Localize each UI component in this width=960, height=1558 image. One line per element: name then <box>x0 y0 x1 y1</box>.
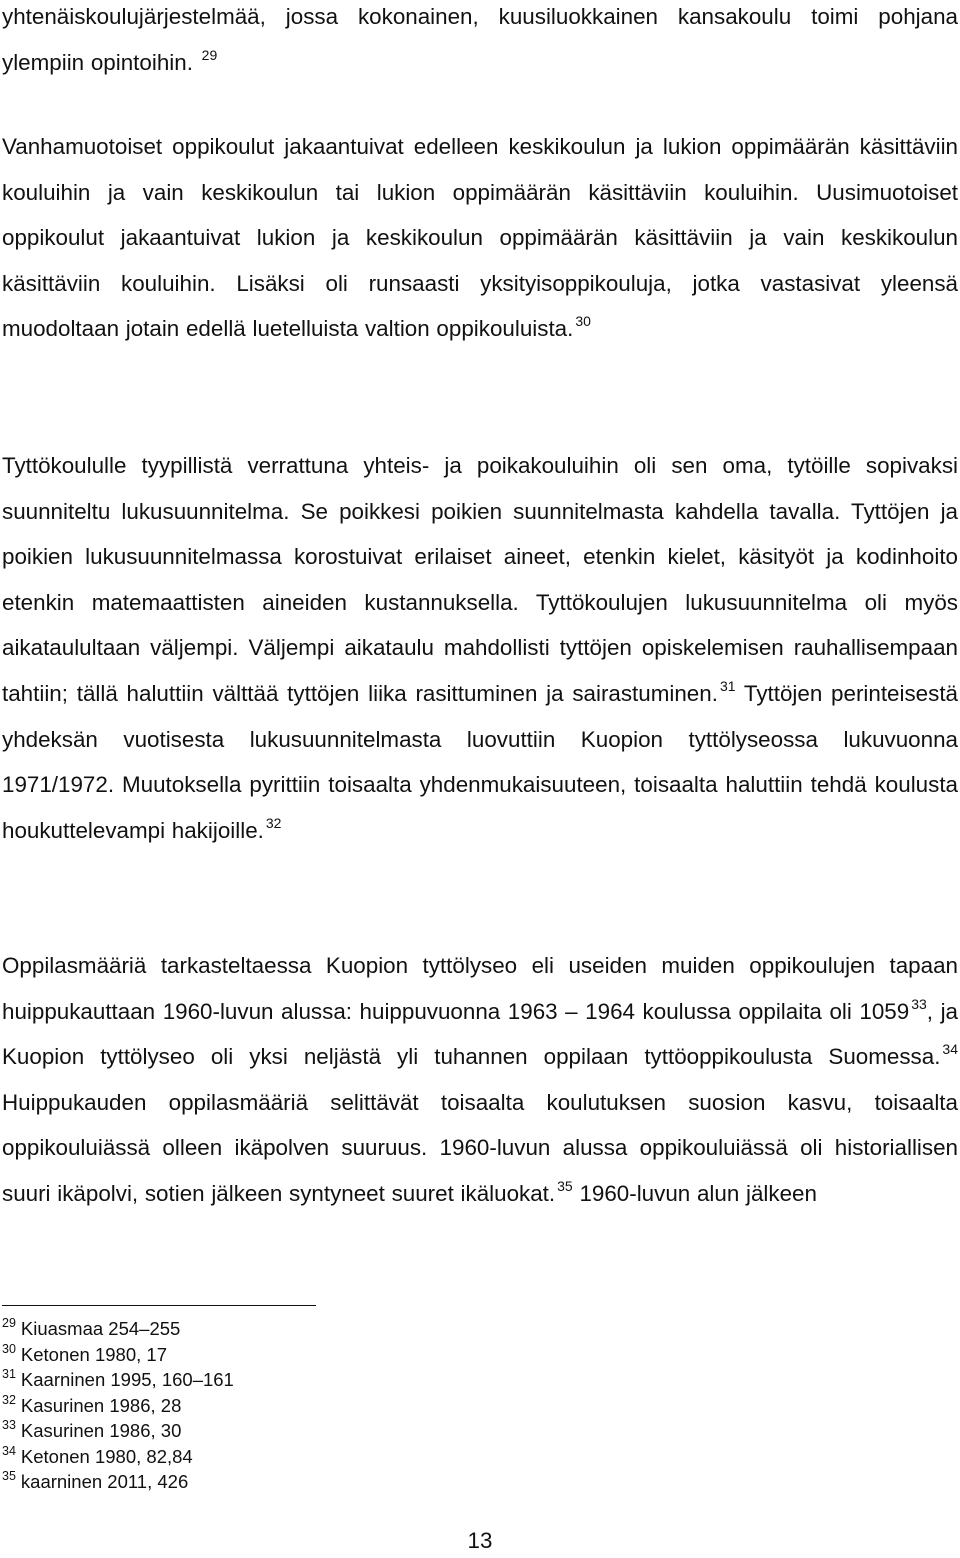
footnote-ref-33: 33 <box>911 995 927 1012</box>
paragraph-3-text-b: Tyttöjen perinteisestä yhdeksän vuotisesta lukusuunnitelmasta luovuttiin Kuopion tyttölyseossa lukuvuonna 1971/1972. Muutoksella pyrittiin toisaalta yhdenmukaisuuteen, toisaalta haluttiin tehdä koulusta houkuttelevampi hakijoille. <box>2 680 958 843</box>
paragraph-1-text: yhtenäiskoulujärjestelmää, jossa kokonainen, kuusiluokkainen kansakoulu toimi pohjana ylempiin opintoihin. <box>2 4 958 75</box>
paragraph-2-text: Vanhamuotoiset oppikoulut jakaantuivat edelleen keskikoulun ja lukion oppimäärän käsittäviin kouluihin ja vain keskikoulun tai lukion oppimäärän käsittäviin kouluihin. Uusimuotoiset oppikoulut jakaantuivat lukion ja keskikoulun oppimäärän käsittäviin ja vain keskikoulun käsittäviin kouluihin. Lisäksi oli runsaasti yksityisoppikouluja, jotka vastasivat yleensä muodoltaan jotain edellä luetelluista valtion oppikouluista. <box>2 134 958 342</box>
footnote-ref-35: 35 <box>557 1177 573 1194</box>
footnote-number: 29 <box>2 1316 16 1330</box>
footnote-text: Kasurinen 1986, 30 <box>20 1420 182 1441</box>
footnote-ref-34: 34 <box>942 1041 958 1058</box>
footnote-ref-32: 32 <box>265 814 282 831</box>
paragraph-1 <box>2 0 958 85</box>
footnote-text: Ketonen 1980, 17 <box>20 1343 167 1365</box>
paragraph-3 <box>2 443 958 853</box>
paragraph-4-text-d: 1960-luvun alun jälkeen <box>579 1180 817 1206</box>
footnote-item <box>2 1316 602 1342</box>
footnote-item <box>2 1418 602 1444</box>
footnote-ref-30: 30 <box>575 313 591 330</box>
footnote-item <box>2 1444 602 1470</box>
footnote-text: Ketonen 1980, 82,84 <box>20 1445 193 1467</box>
footnote-number: 35 <box>2 1469 16 1483</box>
footnote-number: 33 <box>2 1418 16 1432</box>
paragraph-3-text-a: Tyttökoululle tyypillistä verrattuna yhteis- ja poikakouluihin oli sen oma, tytöille sopivaksi suunniteltu lukusuunnitelma. Se poikkesi poikien suunnitelmasta kahdella tavalla. Tyttöjen ja poikien lukusuunnitelmassa korostuivat erilaiset aineet, etenkin kielet, käsityöt ja kodinhoito etenkin matemaattisten aineiden kustannuksella. Tyttökoulujen lukusuunnitelma oli myös aikataulultaan väljempi. Väljempi aikataulu mahdollisti tyttöjen opiskelemisen rauhallisempaan tahtiin; tällä haluttiin välttää tyttöjen liika rasittuminen ja sairastuminen. <box>2 453 958 706</box>
paragraph-4-text-c: Huippukauden oppilasmääriä selittävät toisaalta koulutuksen suosion kasvu, toisaalta oppikouluiässä olleen ikäpolven suuruus. 1960-luvun alussa oppikouluiässä oli historiallisen suuri ikäpolvi, sotien jälkeen syntyneet suuret ikäluokat. <box>2 1089 958 1206</box>
paragraph-4 <box>2 943 958 1217</box>
footnote-item <box>2 1367 602 1393</box>
footnote-separator <box>2 1305 316 1306</box>
footnote-number: 32 <box>2 1392 16 1407</box>
footnote-text: kaarninen 2011, 426 <box>20 1471 189 1492</box>
footnotes <box>2 1316 602 1495</box>
footnote-item <box>2 1342 602 1368</box>
footnote-text: Kaarninen 1995, 160–161 <box>20 1369 234 1390</box>
footnote-ref-31: 31 <box>719 677 736 694</box>
paragraph-2 <box>2 124 958 352</box>
footnote-text: Kiuasmaa 254–255 <box>20 1318 181 1339</box>
page-number: 13 <box>467 1528 493 1553</box>
paragraph-4-text-a: Oppilasmääriä tarkasteltaessa Kuopion tyttölyseo eli useiden muiden oppikoulujen tapaan huippukauttaan 1960-luvun alussa: huippuvuonna 1963 – 1964 koulussa oppilaita oli 1059 <box>2 953 958 1024</box>
footnote-text: Kasurinen 1986, 28 <box>20 1394 182 1416</box>
footnote-number: 30 <box>2 1341 16 1356</box>
footnote-ref-29: 29 <box>201 46 218 63</box>
footnote-item <box>2 1469 602 1495</box>
footnote-item <box>2 1393 602 1419</box>
footnote-number: 31 <box>2 1367 16 1381</box>
footnote-number: 34 <box>2 1443 16 1458</box>
paragraph-4-text-b: , ja Kuopion tyttölyseo oli yksi neljästä yli tuhannen oppilaan tyttöoppikoulusta Suomessa. <box>2 998 959 1070</box>
